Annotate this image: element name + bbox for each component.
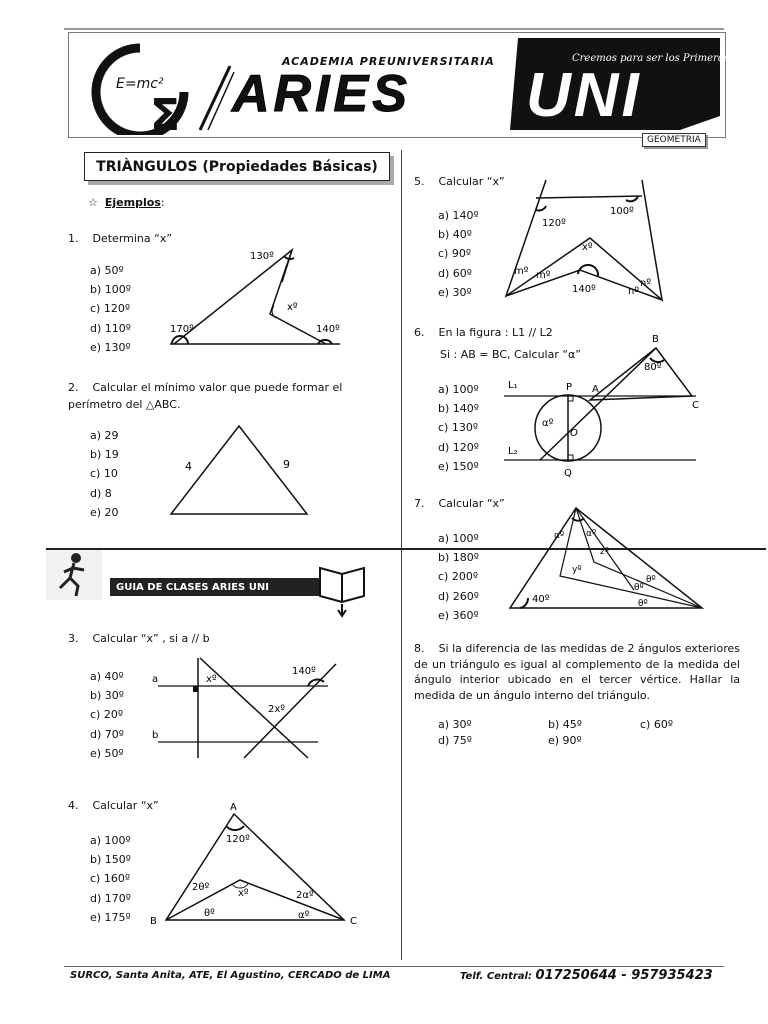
phone-numbers: 017250644 - 957935423 <box>535 968 713 983</box>
svg-text:L₂: L₂ <box>508 446 518 457</box>
svg-text:θº: θº <box>638 599 648 609</box>
svg-text:120º: 120º <box>542 218 566 229</box>
svg-text:xº: xº <box>238 888 249 899</box>
question-7: 7. Calcular “x” <box>414 497 505 510</box>
brand-aries: ARIES <box>232 65 411 123</box>
svg-text:θº: θº <box>646 575 656 585</box>
question-2: 2. Calcular el mínimo valor que puede formar el perímetro del △ABC. <box>68 381 343 411</box>
svg-text:2xº: 2xº <box>268 704 285 715</box>
question-3-options: a) 40º b) 30º c) 20º d) 70º e) 50º <box>90 670 124 760</box>
brand-uni: UNI <box>526 61 642 130</box>
logo-slashes <box>196 64 236 134</box>
question-5: 5. Calcular “x” <box>414 175 505 188</box>
guide-banner: GUIA DE CLASES ARIES UNI <box>110 578 320 596</box>
question-6-options: a) 100º b) 140º c) 130º d) 120º e) 150º <box>438 383 479 473</box>
svg-text:xº: xº <box>287 302 298 313</box>
question-8-option-e: e) 90º <box>548 734 582 747</box>
svg-text:2αº: 2αº <box>296 890 314 901</box>
question-6-text: En la figura : L1 // L2 <box>438 326 553 339</box>
svg-text:Σ: Σ <box>150 90 181 135</box>
question-1: 1. Determina “x” <box>68 232 173 245</box>
question-1-options: a) 50º b) 100º c) 120º d) 110º e) 130º <box>90 264 131 354</box>
logo-emblem <box>80 40 200 135</box>
question-5-text: Calcular “x” <box>438 175 505 188</box>
svg-text:A: A <box>230 802 237 813</box>
svg-text:yº: yº <box>572 565 582 575</box>
question-6: 6. En la figura : L1 // L2 <box>414 326 553 339</box>
svg-text:100º: 100º <box>610 206 634 217</box>
figure-q3 <box>148 654 348 764</box>
svg-text:B: B <box>150 916 157 927</box>
figure-q4 <box>148 798 364 928</box>
svg-text:140º: 140º <box>292 666 316 677</box>
svg-text:C: C <box>692 400 699 411</box>
question-8: 8. Si la diferencia de las medidas de 2 ángulos exteriores de un triángulo es igual al complemento de la medida del ángulo interior ubicado en el tercer vértice. Hallar la medida de un ángulo interno del triángulo. <box>414 642 740 702</box>
svg-text:nº: nº <box>640 278 652 289</box>
question-2-options: a) 29 b) 19 c) 10 d) 8 e) 20 <box>90 429 119 519</box>
svg-text:L₁: L₁ <box>508 380 518 391</box>
academy-name: ACADEMIA PREUNIVERSITARIA <box>282 55 495 68</box>
star-icon: ☆ <box>88 196 98 209</box>
runner-icon <box>46 548 102 600</box>
question-6-condition: Si : AB = BC, Calcular “α” <box>440 348 582 361</box>
book-icon <box>316 560 370 620</box>
svg-text:B: B <box>652 334 659 345</box>
svg-text:4: 4 <box>185 460 192 473</box>
question-7-options: a) 100º b) 180º c) 200º d) 260º e) 360º <box>438 532 479 622</box>
footer-rule <box>64 966 724 967</box>
question-8-option-c: c) 60º <box>640 718 674 731</box>
svg-text:αº: αº <box>542 418 554 429</box>
svg-text:αº: αº <box>298 910 310 921</box>
svg-text:140º: 140º <box>572 284 596 295</box>
svg-text:9: 9 <box>283 458 290 471</box>
svg-text:O: O <box>570 428 578 439</box>
question-8-text: Si la diferencia de las medidas de 2 ángulos exteriores de un triángulo es igual al complemento de la medida del ángulo interior ubicado en el tercer vértice. Hallar la medida de un ángulo interno del triángulo. <box>414 642 740 702</box>
svg-text:P: P <box>566 382 573 393</box>
svg-text:αº: αº <box>586 529 597 539</box>
question-8-option-a: a) 30º <box>438 718 472 731</box>
svg-text:Q: Q <box>564 468 572 479</box>
question-8-option-b: b) 45º <box>548 718 582 731</box>
question-4: 4. Calcular “x” <box>68 799 159 812</box>
question-3-text: Calcular “x” , si a // b <box>92 632 210 645</box>
question-7-text: Calcular “x” <box>438 497 505 510</box>
svg-text:120º: 120º <box>226 834 250 845</box>
page-title: TRIÀNGULOS (Propiedades Básicas) <box>84 152 390 181</box>
footer-phones <box>460 968 713 983</box>
svg-text:mº: mº <box>536 270 551 281</box>
question-8-option-d: d) 75º <box>438 734 472 747</box>
figure-q1 <box>160 240 350 352</box>
svg-text:40º: 40º <box>532 594 550 605</box>
svg-text:170º: 170º <box>170 324 194 335</box>
svg-text:140º: 140º <box>316 324 340 335</box>
course-tag: GEOMETRIA <box>642 133 706 147</box>
svg-text:a: a <box>152 674 159 685</box>
svg-text:zº: zº <box>600 547 609 557</box>
svg-text:2θº: 2θº <box>192 882 210 893</box>
svg-text:130º: 130º <box>250 251 274 262</box>
figure-q6 <box>500 330 710 480</box>
svg-text:xº: xº <box>582 242 593 253</box>
svg-text:θº: θº <box>204 908 215 919</box>
svg-text:mº: mº <box>514 266 529 277</box>
question-2-text: Calcular el mínimo valor que puede formar el perímetro del △ABC. <box>68 381 343 411</box>
footer-address: SURCO, Santa Anita, ATE, El Agustino, CERCADO de LIMA <box>70 970 391 981</box>
svg-text:b: b <box>152 730 159 741</box>
top-rule <box>64 28 724 30</box>
slogan: Creemos para ser los Primeros! <box>572 53 733 64</box>
svg-text:αº: αº <box>554 531 565 541</box>
figure-q2 <box>165 420 315 518</box>
svg-text:C: C <box>350 916 357 927</box>
figure-q7 <box>504 504 708 614</box>
column-divider <box>401 150 402 960</box>
svg-text:xº: xº <box>206 674 217 685</box>
svg-text:80º: 80º <box>644 362 662 373</box>
examples-label: Ejemplos <box>104 196 161 209</box>
question-4-options: a) 100º b) 150º c) 160º d) 170º e) 175º <box>90 834 131 924</box>
examples-heading: ☆ Ejemplos: <box>88 196 165 209</box>
question-5-options: a) 140º b) 40º c) 90º d) 60º e) 30º <box>438 209 479 299</box>
svg-text:A: A <box>592 384 599 395</box>
phone-label: Telf. Central: <box>460 971 532 982</box>
question-1-text: Determina “x” <box>92 232 173 245</box>
question-4-text: Calcular “x” <box>92 799 159 812</box>
svg-text:nº: nº <box>628 286 640 297</box>
formula-text: E=mc² <box>116 76 164 92</box>
question-3: 3. Calcular “x” , si a // b <box>68 632 210 645</box>
figure-q5 <box>500 176 676 306</box>
svg-text:θº: θº <box>634 583 644 593</box>
